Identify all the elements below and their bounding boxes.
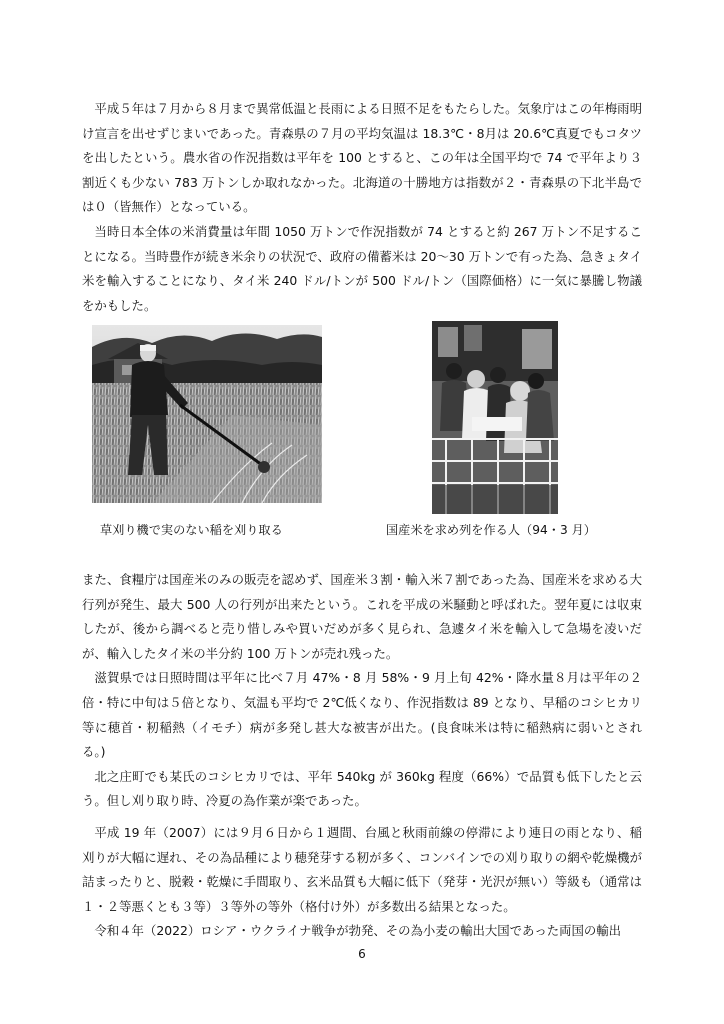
caption-rice-queue: 国産米を求め列を作る人（94・3 月） [386,523,596,537]
paragraph-rice-riot: また、食糧庁は国産米のみの販売を認めず、国産米３割・輸入米７割であった為、国産米を求める大行列が発生、最大 500 人の行列が出来たという。これを平成の米騒動と呼ばれた。翌年夏には収束したが、後から調べると売り惜しみや買いだめが多く見られ、急遽タイ米を輸入して急場を凌いだが、輸入したタイ米の半分約 100 万トンが売れ残った。 [82,572,642,661]
top-text-block [82,97,642,318]
paragraph-kitanosho-yield: 北之庄町でも某氏のコシヒカリでは、平年 540kg が 360kg 程度（66%）で品質も低下したと云う。但し刈り取り時、冷夏の為作業が楽であった。 [82,768,642,809]
paragraph-1993-cold-summer: 平成５年は７月から８月まで異常低温と長雨による日照不足をもたらした。気象庁はこの年梅雨明け宣言を出せずじまいであった。青森県の７月の平均気温は 18.3℃・8月は 20.6℃真夏でもコタツを出したという。農水省の作況指数は平年を 100 とすると、この年は全国平均で 74 で平年より３割近くも少ない 783 万トンしか取れなかった。北海道の十勝地方は指数が２・青森県の下北半島では０（皆無作）となっている。 [82,101,642,215]
photo-rice-queue [432,321,558,514]
paragraph-2022-war: 令和４年（2022）ロシア・ウクライナ戦争が勃発、その為小麦の輸出大国であった両国の輸出 [94,923,622,939]
paragraph-2007-rain: 平成 19 年（2007）には９月６日から１週間、台風と秋雨前線の停滞により連日の雨となり、稲刈りが大幅に遅れ、その為品種により穂発芽する籾が多く、コンバインでの刈り取りの網や乾燥機が詰まったりと、脱穀・乾燥に手間取り、玄米品質も大幅に低下（発芽・光沢が無い）等級も（通常は１・２等悪くとも３等）３等外の等外（格付け外）が多数出る結果となった。 [82,825,642,914]
paragraph-shiga-damage: 滋賀県では日照時間は平年に比べ７月 47%・8 月 58%・9 月上旬 42%・降水量８月は平年の２倍・特に中旬は５倍となり、気温も平均で 2℃低くなり、作況指数は 89 となり、早稲のコシヒカリ等に穂首・籾稲熱（イモチ）病が多発し甚大な被害が出た。(良食味米は特に稲熱病に弱いとされる。) [82,670,642,760]
bottom-text-block [82,821,642,944]
paragraph-rice-shortage: 当時日本全体の米消費量は年間 1050 万トンで作況指数が 74 とすると約 267 万トン不足することになる。当時豊作が続き米余りの状況で、政府の備蓄米は 20～30 万トンで有った為、急きょタイ米を輸入することになり、タイ米 240 ドル/トンが 500 ドル/トン（国際価格）に一気に暴騰し物議をかもした。 [82,223,642,313]
page-number: 6 [358,947,366,961]
caption-brush-cutter: 草刈り機で実のない稲を刈り取る [100,523,283,537]
photo-brush-cutter-image [92,325,322,503]
middle-text-block [82,568,642,814]
photo-rice-queue-image [432,321,558,514]
photo-brush-cutter-rice-field [92,325,322,503]
